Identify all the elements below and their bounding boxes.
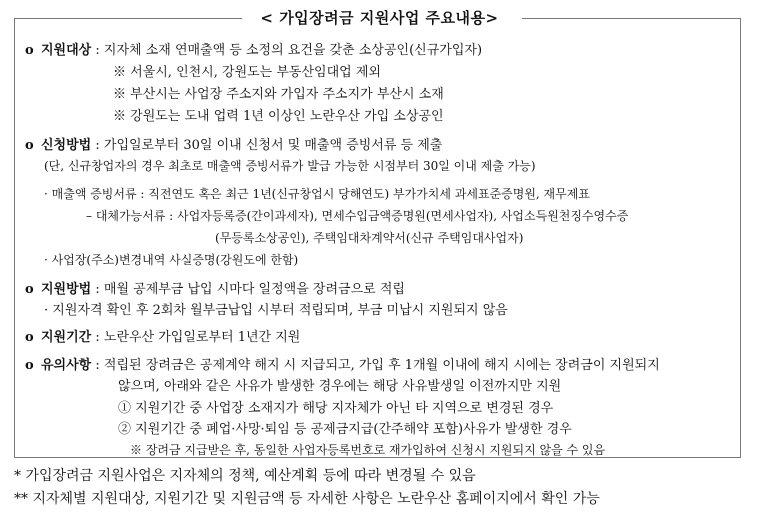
section-label: 지원방법: [41, 282, 92, 297]
note: ※ 장려금 지급받은 후, 동일한 사업자등록번호로 재가입하여 신청시 지원되지 않을 수 있음: [130, 443, 606, 457]
bullet-icon: o: [25, 358, 34, 373]
section-label: 지원기간: [41, 330, 92, 345]
section-application: [25, 137, 442, 154]
section-text: : 가입일로부터 30일 이내 신청서 및 매출액 증빙서류 등 제출: [95, 138, 443, 153]
section-eligibility: [25, 42, 482, 59]
bullet-icon: o: [25, 43, 34, 58]
note: ※ 부산시는 사업장 주소지와 가입자 주소지가 부산시 소재: [113, 87, 444, 102]
footnote: ** 지자체별 지원대상, 지원기간 및 지원금액 등 자세한 사항은 노란우산 홈페이지에서 확인 가능: [14, 491, 600, 507]
footnote: * 가입장려금 지원사업은 지자체의 정책, 예산계획 등에 따라 변경될 수 있음: [14, 468, 476, 484]
list-item: · 사업장(주소)변경내역 사실증명(강원도에 한함): [44, 253, 299, 267]
section-text-continued: 않으며, 아래와 같은 사유가 발생한 경우에는 해당 사유발생일 이전까지만 지원: [118, 379, 562, 394]
section-text: : 지자체 소재 연매출액 등 소정의 요건을 갖춘 소상공인(신규가입자): [95, 43, 483, 58]
list-item: ① 지원기간 중 사업장 소재지가 해당 지자체가 아닌 타 지역으로 변경된 경우: [118, 401, 554, 416]
section-subtext: (단, 신규창업자의 경우 최초로 매출액 증빙서류가 발급 가능한 시점부터 30일 이내 제출 가능): [44, 159, 536, 173]
section-text: : 적립된 장려금은 공제계약 해지 시 지급되고, 가입 후 1개월 이내에 해지 시에는 장려금이 지원되지: [95, 358, 660, 373]
section-method: [25, 281, 405, 298]
section-label: 지원대상: [41, 43, 92, 58]
bullet-icon: o: [25, 138, 34, 153]
section-cautions: [25, 357, 660, 374]
note: ※ 강원도는 도내 업력 1년 이상인 노란우산 가입 소상공인: [113, 109, 444, 124]
section-label: 유의사항: [41, 358, 92, 373]
list-item: (무등록소상공인), 주택임대차계약서(신규 주택임대사업자): [215, 231, 524, 245]
section-text: : 매월 공제부금 납입 시마다 일정액을 장려금으로 적립: [95, 282, 405, 297]
section-text: : 노란우산 가입일로부터 1년간 지원: [95, 330, 301, 345]
page-title: < 가입장려금 지원사업 주요내용>: [260, 9, 499, 27]
list-item: ② 지원기간 중 폐업·사망·퇴임 등 공제금지급(간주해약 포함)사유가 발생한 경우: [118, 422, 572, 437]
section-period: [25, 329, 300, 346]
bullet-icon: o: [25, 330, 34, 345]
bullet-icon: o: [25, 282, 34, 297]
note: ※ 서울시, 인천시, 강원도는 부동산임대업 제외: [113, 65, 381, 80]
section-subtext: · 지원자격 확인 후 2회차 월부금납입 시부터 적립되며, 부금 미납시 지원되지 않음: [44, 303, 508, 318]
section-label: 신청방법: [41, 138, 92, 153]
list-item: · 매출액 증빙서류 : 직전연도 혹은 최근 1년(신규창업시 당해연도) 부가가치세 과세표준증명원, 재무제표: [44, 187, 590, 201]
list-item: – 대체가능서류 : 사업자등록증(간이과세자), 면세수입금액증명원(면세사업자), 사업소득원천징수영수증: [86, 209, 629, 223]
